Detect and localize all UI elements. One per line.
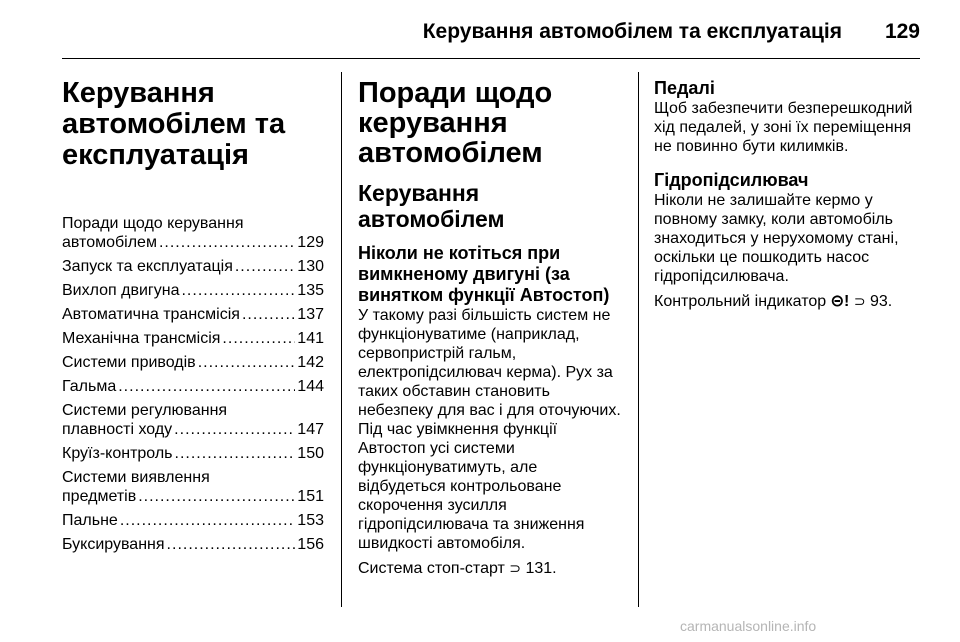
toc-entry[interactable]: Буксирування ..... 156: [62, 535, 324, 554]
pedals-steering-column: [654, 78, 924, 317]
toc-page: 130: [297, 258, 324, 275]
column-divider: [638, 72, 639, 607]
toc-entry[interactable]: Пальне ..... 153: [62, 511, 324, 530]
driving-hints-column: [358, 78, 630, 584]
toc-page: 135: [297, 282, 324, 299]
toc-entry[interactable]: Автоматична трансмісія ..... 137: [62, 305, 324, 324]
reference-arrow-icon: ⊃: [509, 560, 522, 576]
watermark: carmanualsonline.info: [680, 618, 817, 634]
reference-page: 93.: [870, 293, 893, 310]
toc-page: 147: [297, 421, 324, 438]
section-title: Поради щодо керування автомобілем: [358, 77, 553, 169]
toc-page: 144: [297, 378, 324, 395]
power-steering-paragraph: Ніколи не залишайте кермо у повному замку, коли автомобіль знаходиться у нерухомому стані, оскільки це пошкодить насос гідропідсилювача.: [654, 192, 899, 285]
toc-entry[interactable]: Механічна трансмісія ..... 141: [62, 329, 324, 348]
steering-warning-icon: ⊝!: [830, 293, 850, 310]
toc-page: 129: [297, 234, 324, 251]
page-number: 129: [884, 20, 920, 43]
column-divider: [341, 72, 342, 607]
toc-page: 137: [297, 306, 324, 323]
toc-entry[interactable]: Вихлоп двигуна ..... 135: [62, 281, 324, 300]
subsection-title: Керування автомобілем: [358, 180, 505, 232]
running-header-title: Керування автомобілем та експлуатація: [422, 20, 842, 43]
toc-page: 141: [297, 330, 324, 347]
toc-entry[interactable]: Поради щодо керування автомобілем ..... 129: [62, 214, 324, 252]
toc-page: 150: [297, 445, 324, 462]
toc-page: 151: [297, 488, 324, 505]
topic-heading: Ніколи не котіться при вимкненому двигуні (за винятком функції Автостоп): [358, 243, 610, 305]
reference-arrow-icon: ⊃: [853, 293, 866, 309]
chapter-title: Керування автомобілем та експлуатація: [62, 77, 286, 171]
table-of-contents: [62, 214, 324, 554]
toc-page: 142: [297, 354, 324, 371]
toc-entry[interactable]: Системи приводів ..... 142: [62, 353, 324, 372]
toc-entry[interactable]: Круїз-контроль ..... 150: [62, 444, 324, 463]
body-paragraph: У такому разі більшість систем не функціонуватиме (наприклад, сервопристрій гальм, електропідсилювач керма). Рух за таких обставин становить небезпеку для вас і для оточуючих. Під час увімкнення функції Автостоп усі системи функціонуватимуть, але відбудеться контрольоване скорочення зусилля гідропідсилювача та зниження швидкості автомобіля.: [358, 307, 621, 552]
chapter-column: [62, 78, 324, 559]
toc-entry[interactable]: Системи виявлення предметів ..... 151: [62, 468, 324, 506]
page-header: [62, 14, 920, 59]
indicator-reference[interactable]: Контрольний індикатор ⊝! ⊃ 93.: [654, 293, 893, 310]
toc-page: 156: [297, 536, 324, 553]
pedals-heading: Педалі: [654, 78, 715, 98]
cross-reference[interactable]: Система стоп-старт ⊃ 131.: [358, 560, 557, 577]
reference-page: 131.: [525, 560, 557, 577]
toc-entry[interactable]: Системи регулювання плавності ходу ..... 147: [62, 401, 324, 439]
pedals-paragraph: Щоб забезпечити безперешкодний хід педалей, у зоні їх переміщення не повинно бути килимків.: [654, 100, 913, 155]
toc-page: 153: [297, 512, 324, 529]
toc-entry[interactable]: Запуск та експлуатація ..... 130: [62, 257, 324, 276]
toc-entry[interactable]: Гальма ..... 144: [62, 377, 324, 396]
power-steering-heading: Гідропідсилювач: [654, 170, 809, 190]
